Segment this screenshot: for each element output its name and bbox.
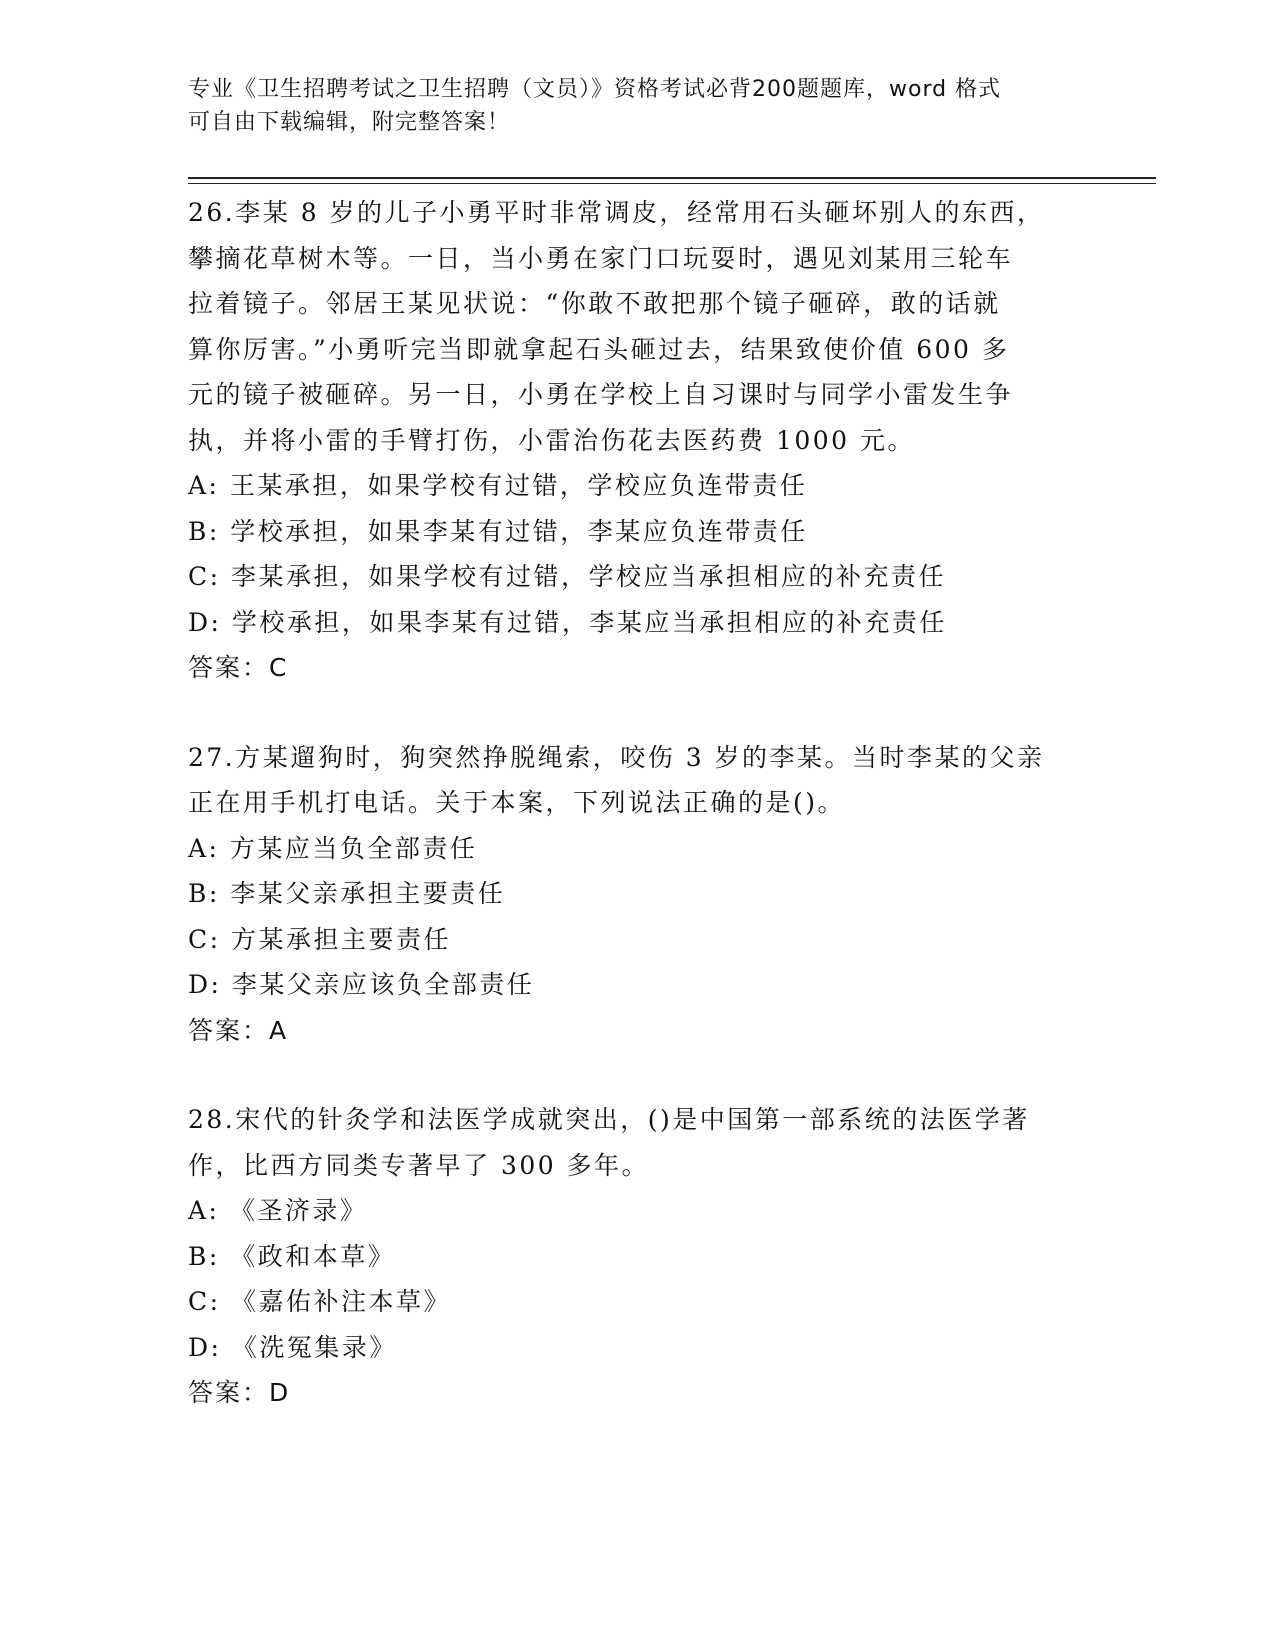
question-stem-line: 算你厉害。”小勇听完当即就拿起石头砸过去，结果致使价值 600 多 (188, 334, 1010, 364)
question-stem-line: 27.方某遛狗时，狗突然挣脱绳索，咬伤 3 岁的李某。当时李某的父亲 (188, 742, 1045, 772)
answer-label: 答案：C (188, 653, 289, 682)
question-stem-line: 26.李某 8 岁的儿子小勇平时非常调皮，经常用石头砸坏别人的东西， (188, 198, 1045, 227)
question-26 (188, 190, 1088, 691)
option-d: D: 李某父亲应该负全部责任 (188, 970, 535, 999)
header-divider-thin (188, 183, 1156, 184)
question-stem-line: 拉着镜子。邻居王某见状说：“你敢不敢把那个镜子砸碎，敢的话就 (188, 289, 1001, 318)
question-27 (188, 735, 1088, 1054)
header-divider-thick (188, 177, 1156, 179)
question-stem-line: 元的镜子被砸碎。另一日，小勇在学校上自习课时与同学小雷发生争 (188, 380, 1014, 409)
option-a: A: 《圣济录》 (188, 1196, 368, 1225)
question-stem-line: 正在用手机打电话。关于本案，下列说法正确的是()。 (188, 788, 846, 817)
answer-label: 答案：A (188, 1015, 289, 1045)
question-list (188, 190, 1088, 1460)
option-d: D: 《洗冤集录》 (188, 1332, 397, 1362)
option-c: C: 方某承担主要责任 (188, 924, 451, 954)
option-b: B: 李某父亲承担主要责任 (188, 879, 506, 908)
option-c: C: 《嘉佑补注本草》 (188, 1287, 451, 1316)
question-stem-line: 执，并将小雷的手臂打伤，小雷治伤花去医药费 1000 元。 (188, 425, 916, 455)
question-stem-line: 作，比西方同类专著早了 300 多年。 (188, 1150, 650, 1180)
document-header (188, 73, 1088, 139)
question-28 (188, 1097, 1088, 1416)
answer-label: 答案：D (188, 1378, 291, 1407)
header-line-2: 可自由下载编辑，附完整答案！ (188, 110, 511, 135)
question-stem-line: 攀摘花草树木等。一日，当小勇在家门口玩耍时，遇见刘某用三轮车 (188, 243, 1014, 273)
option-b: B: 《政和本草》 (188, 1241, 396, 1271)
option-b: B: 学校承担，如果李某有过错，李某应负连带责任 (188, 516, 808, 546)
question-stem-line: 28.宋代的针灸学和法医学成就突出，()是中国第一部系统的法医学著 (188, 1105, 1030, 1134)
option-c: C: 李某承担，如果学校有过错，学校应当承担相应的补充责任 (188, 562, 947, 591)
option-a: A: 王某承担，如果学校有过错，学校应负连带责任 (188, 471, 808, 500)
header-line-1: 专业《卫生招聘考试之卫生招聘（文员）》资格考试必背200题题库，word 格式 (188, 77, 1002, 102)
option-a: A: 方某应当负全部责任 (188, 833, 478, 863)
option-d: D: 学校承担，如果李某有过错，李某应当承担相应的补充责任 (188, 607, 947, 637)
